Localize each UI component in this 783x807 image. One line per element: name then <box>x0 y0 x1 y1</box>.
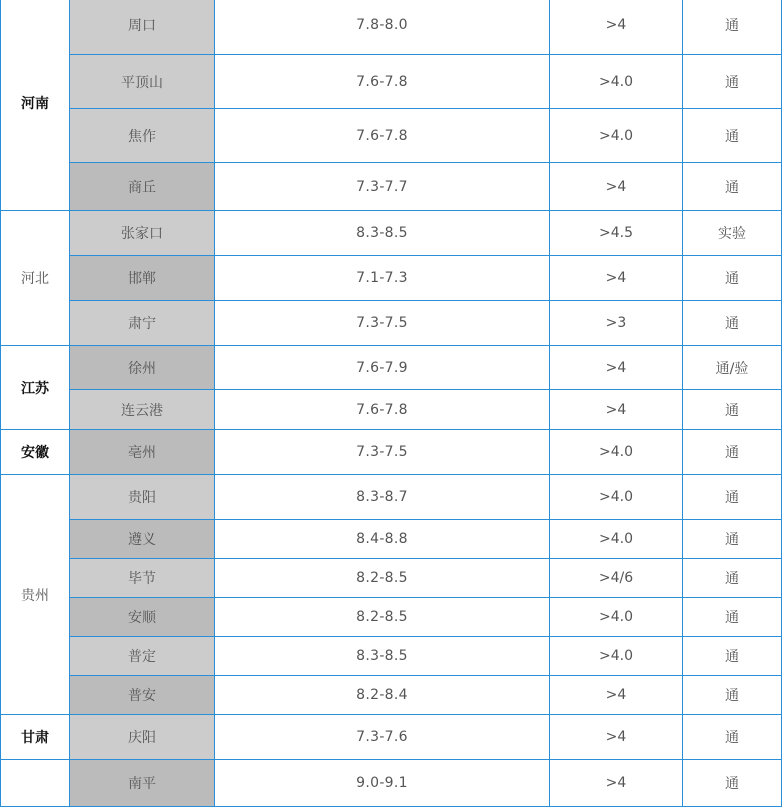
status-cell: 通 <box>683 55 782 109</box>
range-cell: 7.3-7.5 <box>215 430 550 475</box>
status-cell: 通 <box>683 559 782 598</box>
range-cell: 9.0-9.1 <box>215 760 550 807</box>
ratio-cell: >4.0 <box>550 430 683 475</box>
status-cell: 通 <box>683 0 782 55</box>
table-row <box>1 0 782 55</box>
city-cell: 亳州 <box>70 430 215 475</box>
city-cell: 徐州 <box>70 346 215 390</box>
city-cell: 贵阳 <box>70 475 215 520</box>
status-cell: 通 <box>683 430 782 475</box>
city-cell: 焦作 <box>70 109 215 163</box>
city-cell: 遵义 <box>70 520 215 559</box>
range-cell: 8.3-8.7 <box>215 475 550 520</box>
city-cell: 商丘 <box>70 163 215 211</box>
range-cell: 7.1-7.3 <box>215 256 550 301</box>
table-row <box>1 559 782 598</box>
range-cell: 7.6-7.8 <box>215 55 550 109</box>
range-cell: 7.6-7.8 <box>215 390 550 430</box>
range-cell: 7.3-7.5 <box>215 301 550 346</box>
city-cell: 肃宁 <box>70 301 215 346</box>
status-cell: 通 <box>683 598 782 637</box>
range-cell: 8.2-8.4 <box>215 676 550 715</box>
range-cell: 8.3-8.5 <box>215 637 550 676</box>
table-row <box>1 637 782 676</box>
province-cell <box>1 760 70 807</box>
table-row <box>1 598 782 637</box>
ratio-cell: >4 <box>550 0 683 55</box>
ratio-cell: >4 <box>550 163 683 211</box>
city-cell: 普安 <box>70 676 215 715</box>
table-row <box>1 676 782 715</box>
table-row <box>1 346 782 390</box>
table-row <box>1 301 782 346</box>
ratio-cell: >4.0 <box>550 520 683 559</box>
city-cell: 张家口 <box>70 211 215 256</box>
table-row <box>1 390 782 430</box>
city-cell: 安顺 <box>70 598 215 637</box>
range-cell: 8.2-8.5 <box>215 559 550 598</box>
city-cell: 周口 <box>70 0 215 55</box>
ratio-cell: >4/6 <box>550 559 683 598</box>
status-cell: 通 <box>683 390 782 430</box>
city-cell: 庆阳 <box>70 715 215 760</box>
province-cell: 安徽 <box>1 430 70 475</box>
range-cell: 7.6-7.8 <box>215 109 550 163</box>
ratio-cell: >4.0 <box>550 475 683 520</box>
range-cell: 7.8-8.0 <box>215 0 550 55</box>
city-cell: 连云港 <box>70 390 215 430</box>
ratio-cell: >4.0 <box>550 637 683 676</box>
city-cell: 南平 <box>70 760 215 807</box>
ratio-cell: >4 <box>550 256 683 301</box>
status-cell: 通/验 <box>683 346 782 390</box>
table-row <box>1 109 782 163</box>
ratio-cell: >4 <box>550 676 683 715</box>
table-row <box>1 211 782 256</box>
province-cell: 甘肃 <box>1 715 70 760</box>
table-row <box>1 520 782 559</box>
ratio-cell: >4 <box>550 390 683 430</box>
city-cell: 平顶山 <box>70 55 215 109</box>
city-cell: 毕节 <box>70 559 215 598</box>
table-row <box>1 760 782 807</box>
province-cell: 河南 <box>1 0 70 211</box>
range-cell: 7.3-7.7 <box>215 163 550 211</box>
ratio-cell: >4.0 <box>550 55 683 109</box>
ratio-cell: >3 <box>550 301 683 346</box>
province-cell: 江苏 <box>1 346 70 430</box>
table-row <box>1 256 782 301</box>
table-row <box>1 163 782 211</box>
ratio-cell: >4 <box>550 346 683 390</box>
table-row <box>1 430 782 475</box>
status-cell: 实验 <box>683 211 782 256</box>
ratio-cell: >4.5 <box>550 211 683 256</box>
range-cell: 8.3-8.5 <box>215 211 550 256</box>
range-cell: 8.4-8.8 <box>215 520 550 559</box>
status-cell: 通 <box>683 715 782 760</box>
status-cell: 通 <box>683 520 782 559</box>
table-row <box>1 715 782 760</box>
status-cell: 通 <box>683 676 782 715</box>
status-cell: 通 <box>683 637 782 676</box>
status-cell: 通 <box>683 163 782 211</box>
status-cell: 通 <box>683 301 782 346</box>
ratio-cell: >4.0 <box>550 109 683 163</box>
city-cell: 邯郸 <box>70 256 215 301</box>
status-cell: 通 <box>683 760 782 807</box>
province-cell: 贵州 <box>1 475 70 715</box>
ratio-cell: >4 <box>550 715 683 760</box>
table-row <box>1 55 782 109</box>
ratio-cell: >4.0 <box>550 598 683 637</box>
province-cell: 河北 <box>1 211 70 346</box>
status-cell: 通 <box>683 475 782 520</box>
table-row <box>1 475 782 520</box>
ratio-cell: >4 <box>550 760 683 807</box>
range-cell: 8.2-8.5 <box>215 598 550 637</box>
city-cell: 普定 <box>70 637 215 676</box>
range-cell: 7.3-7.6 <box>215 715 550 760</box>
status-cell: 通 <box>683 256 782 301</box>
range-cell: 7.6-7.9 <box>215 346 550 390</box>
status-cell: 通 <box>683 109 782 163</box>
